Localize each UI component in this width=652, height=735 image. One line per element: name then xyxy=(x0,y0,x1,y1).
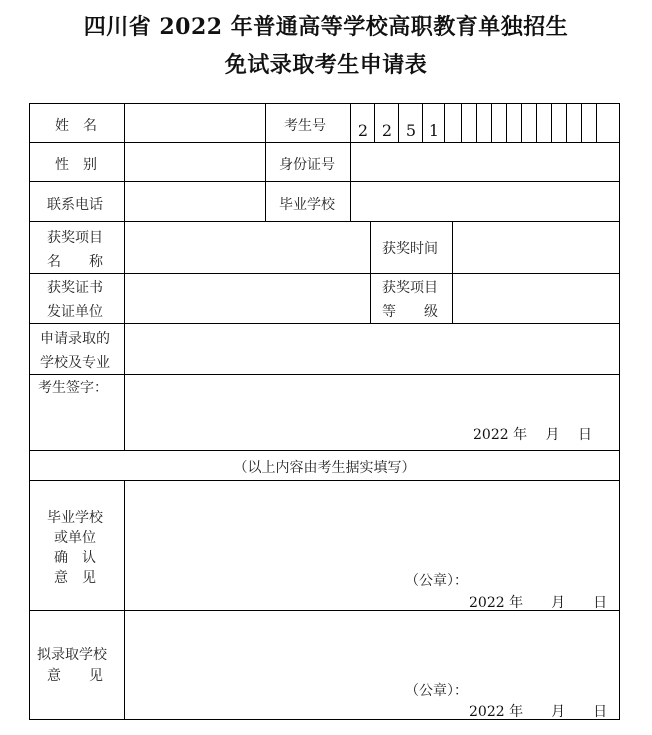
apply-label-2: 学校及专业 xyxy=(40,355,110,371)
admit-opinion-label-2: 意 见 xyxy=(47,668,103,684)
gender-label: 性 别 xyxy=(55,157,97,173)
exam-digit-4: 1 xyxy=(428,121,440,140)
award-cert-label-1: 获奖证书 xyxy=(47,280,103,296)
grad-opinion-label-2: 或单位 xyxy=(54,530,96,546)
exam-no-label: 考生号 xyxy=(284,118,326,134)
signature-label: 考生签字： xyxy=(38,380,108,396)
exam-digit-1: 2 xyxy=(357,121,369,140)
form-border xyxy=(29,103,620,720)
name-label: 姓 名 xyxy=(55,118,97,134)
admit-opinion-label-1: 拟录取学校 xyxy=(37,647,107,663)
apply-label-1: 申请录取的 xyxy=(40,331,110,347)
award-level-label-2: 等 级 xyxy=(382,304,438,320)
award-name-label-2: 名 称 xyxy=(47,254,103,270)
grad-opinion-label-4: 意 见 xyxy=(54,570,96,586)
exam-digit-2: 2 xyxy=(381,121,393,140)
exam-digit-3: 5 xyxy=(405,121,417,140)
grad-opinion-label-3: 确 认 xyxy=(54,550,96,566)
admit-opinion-date: 2022 年 月 日 xyxy=(469,704,608,720)
phone-label: 联系电话 xyxy=(47,197,103,213)
form-title-line1: 四川省 2022 年普通高等学校高职教育单独招生 xyxy=(83,14,569,40)
fill-note: （以上内容由考生据实填写） xyxy=(233,460,416,476)
award-cert-label-2: 发证单位 xyxy=(47,304,103,320)
form-title-line2: 免试录取考生申请表 xyxy=(224,52,428,78)
award-name-label-1: 获奖项目 xyxy=(47,230,103,246)
id-no-label: 身份证号 xyxy=(279,157,335,173)
application-form xyxy=(29,103,620,720)
grad-opinion-label-1: 毕业学校 xyxy=(47,510,103,526)
grad-school-label: 毕业学校 xyxy=(279,197,335,213)
grad-opinion-date: 2022 年 月 日 xyxy=(469,595,608,611)
signature-date: 2022 年 月 日 xyxy=(473,427,592,443)
grad-seal-label: （公章）： xyxy=(405,573,468,589)
award-level-label-1: 获奖项目 xyxy=(382,280,438,296)
award-time-label: 获奖时间 xyxy=(382,241,438,257)
admit-seal-label: （公章）： xyxy=(405,683,468,699)
